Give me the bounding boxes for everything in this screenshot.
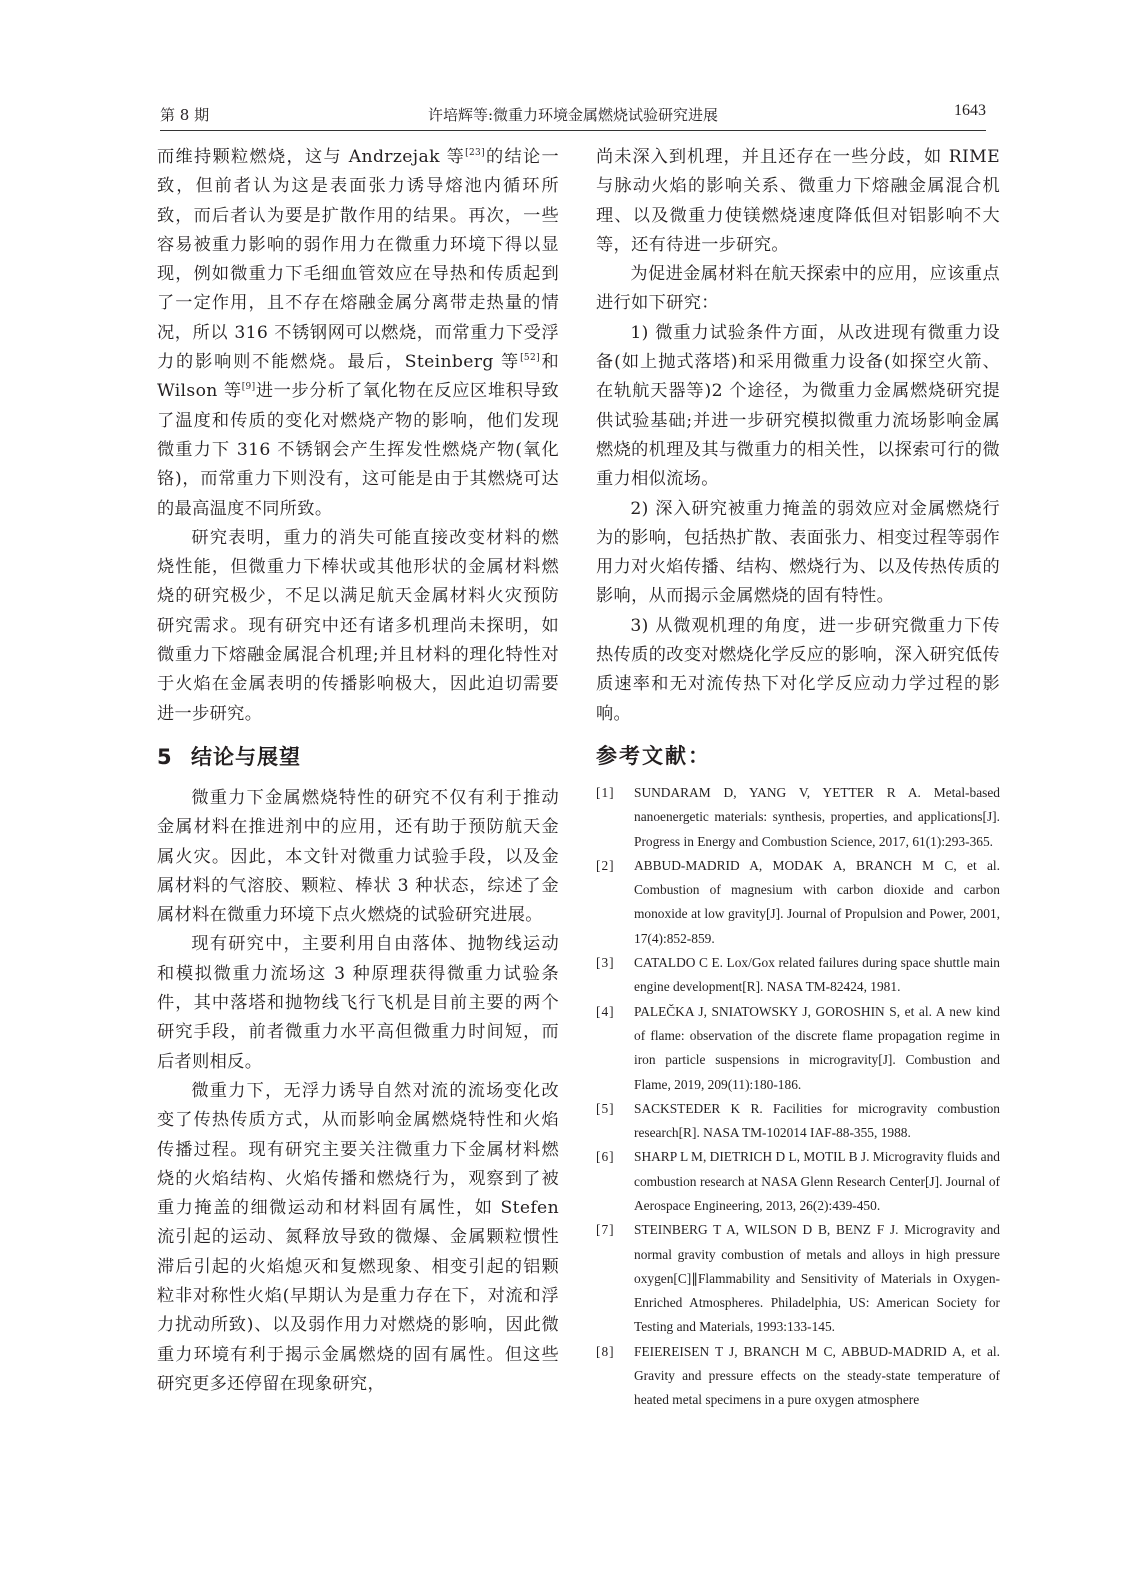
reference-number: [6]: [596, 1149, 615, 1165]
paragraph: 微重力下，无浮力诱导自然对流的流场变化改变了传热传质方式，从而影响金属燃烧特性和火焰传播过程。现有研究主要关注微重力下金属材料燃烧的火焰结构、火焰传播和燃烧行为，观察到了被重力掩盖的细微运动和材料固有属性，如 Stefen 流引起的运动、氮释放导致的微爆、金属颗粒惯性滞后引起的火焰熄灭和复燃现象、相变引起的铝颗粒非对称性火焰(早期认为是重力存在下，对流和浮力扰动所致)、以及弱作用力对燃烧的影响，因此微重力环境有利于揭示金属燃烧的固有属性。但这些研究更多还停留在现象研究，: [157, 1080, 559, 1394]
paragraph: 3) 从微观机理的角度，进一步研究微重力下传热传质的改变对燃烧化学反应的影响，深入研究低传质速率和无对流传热下对化学反应动力学过程的影响。: [596, 615, 1000, 724]
section-number: 5: [157, 744, 173, 769]
reference-text: SACKSTEDER K R. Facilities for microgravity combustion research[R]. NASA TM-102014 IAF-88-355, 1988.: [634, 1100, 1000, 1141]
text-run: 的结论一致，但前者认为这是表面张力诱导熔池内循环所致，而后者认为要是扩散作用的结果。再次，一些容易被重力影响的弱作用力在微重力环境下得以显现，例如微重力下毛细血管效应在导热和传质起到了一定作用，且不存在熔融金属分离带走热量的情况，所以 316 不锈钢网可以燃烧，而常重力下受浮力的影响则不能燃烧。最后，Steinberg 等: [157, 147, 559, 373]
paragraph: 微重力下金属燃烧特性的研究不仅有利于推动金属材料在推进剂中的应用，还有助于预防航天金属火灾。因此，本文针对微重力试验手段，以及金属材料的气溶胶、颗粒、棒状 3 种状态，综述了金属材料在微重力环境下点火燃烧的试验研究进展。: [157, 787, 559, 926]
reference-number: [8]: [596, 1343, 615, 1359]
references-heading: 参考文献：: [596, 743, 711, 768]
reference-item: [596, 1000, 1000, 1097]
reference-number: [5]: [596, 1100, 615, 1116]
reference-text: FEIEREISEN T J, BRANCH M C, ABBUD-MADRID A, et al. Gravity and pressure effects on the steady-state temperature of heated metal specimens in a pure oxygen atmosphere: [634, 1343, 1000, 1408]
section-title: 结论与展望: [191, 744, 301, 769]
reference-text: CATALDO C E. Lox/Gox related failures during space shuttle main engine development[R]. NASA TM-82424, 1981.: [634, 955, 1000, 995]
reference-text: ABBUD-MADRID A, MODAK A, BRANCH M C, et al. Combustion of magnesium with carbon dioxide and carbon monoxide at low gravity[J]. Journal of Propulsion and Power, 2001, 17(4):852-859.: [634, 857, 1000, 946]
reference-item: [596, 781, 1000, 854]
citation: [52]: [520, 353, 540, 364]
right-column: [596, 143, 1000, 1413]
reference-text: PALEČKA J, SNIATOWSKY J, GOROSHIN S, et al. A new kind of flame: observation of the discrete flame propagation regime in iron particle suspensions in microgravity[J]. Combustion and Flame, 2019, 209(11):180-186.: [634, 1003, 1000, 1092]
reference-list: [596, 781, 1000, 1413]
reference-item: [596, 951, 1000, 1000]
left-column: [157, 143, 559, 1399]
citation: [23]: [465, 148, 485, 158]
reference-text: SHARP L M, DIETRICH D L, MOTIL B J. Microgravity fluids and combustion research at NASA Glenn Research Center[J]. Journal of Aerospace Engineering, 2013, 26(2):439-450.: [634, 1149, 1000, 1213]
paragraph: [157, 143, 559, 524]
reference-text: STEINBERG T A, WILSON D B, BENZ F J. Microgravity and normal gravity combustion of metals and alloys in high pressure oxygen[C]∥Flammability and Sensitivity of Materials in Oxygen-Enriched Atmospheres. Philadelphia, US: American Society for Testing and Materials, 1993:133-145.: [634, 1222, 1000, 1335]
running-header: [160, 100, 986, 131]
text-run: 而维持颗粒燃烧，这与 Andrzejak 等: [157, 147, 466, 167]
reference-number: [3]: [596, 955, 615, 971]
text-run: 进一步分析了氧化物在反应区堆积导致了温度和传质的变化对燃烧产物的影响，他们发现微重力下 316 不锈钢会产生挥发性燃烧产物(氧化铬)，而常重力下则没有，这可能是由于其燃烧可达的最高温度不同所致。: [157, 381, 560, 519]
text-run: 和 Wilson 等: [157, 352, 559, 402]
reference-number: [1]: [596, 784, 615, 800]
paragraph: 现有研究中，主要利用自由落体、抛物线运动和模拟微重力流场这 3 种原理获得微重力试验条件，其中落塔和抛物线飞行飞机是目前主要的两个研究手段，前者微重力水平高但微重力时间短，而后者则相反。: [157, 934, 559, 1072]
page-number: 1643: [954, 102, 986, 119]
reference-item: [596, 1218, 1000, 1339]
reference-item: [596, 1097, 1000, 1146]
reference-item: [596, 854, 1000, 951]
citation: [9]: [241, 382, 256, 393]
paragraph: 尚未深入到机理，并且还存在一些分歧，如 RIME 与脉动火焰的影响关系、微重力下熔融金属混合机理、以及微重力使镁燃烧速度降低但对铝影响不大等，还有待进一步研究。: [596, 147, 1000, 255]
paragraph: 1) 微重力试验条件方面，从改进现有微重力设备(如上抛式落塔)和采用微重力设备(如探空火箭、在轨航天器等)2 个途径，为微重力金属燃烧研究提供试验基础;并进一步研究模拟微重力流场影响金属燃烧的机理及其与微重力的相关性，以探索可行的微重力相似流场。: [596, 322, 1000, 490]
reference-text: SUNDARAM D, YANG V, YETTER R A. Metal-based nanoenergetic materials: synthesis, properties, and applications[J]. Progress in Energy and Combustion Science, 2017, 61(1):293-365.: [634, 784, 1000, 849]
paragraph: 为促进金属材料在航天探索中的应用，应该重点进行如下研究：: [596, 264, 1000, 314]
reference-item: [596, 1340, 1000, 1413]
issue-label: 第 8 期: [160, 106, 210, 124]
reference-number: [7]: [596, 1222, 615, 1238]
reference-item: [596, 1145, 1000, 1218]
section-heading: [157, 742, 559, 772]
reference-number: [4]: [596, 1003, 615, 1019]
running-title: 许培辉等:微重力环境金属燃烧试验研究进展: [427, 106, 719, 124]
paragraph: 研究表明，重力的消失可能直接改变材料的燃烧性能，但微重力下棒状或其他形状的金属材料燃烧的研究极少，不足以满足航天金属材料火灾预防研究需求。现有研究中还有诸多机理尚未探明，如微重力下熔融金属混合机理;并且材料的理化特性对于火焰在金属表明的传播影响极大，因此迫切需要进一步研究。: [157, 527, 559, 724]
reference-number: [2]: [596, 857, 615, 873]
paragraph: 2) 深入研究被重力掩盖的弱效应对金属燃烧行为的影响，包括热扩散、表面张力、相变过程等弱作用力对火焰传播、结构、燃烧行为、以及传热传质的影响，从而揭示金属燃烧的固有特性。: [596, 498, 1000, 607]
